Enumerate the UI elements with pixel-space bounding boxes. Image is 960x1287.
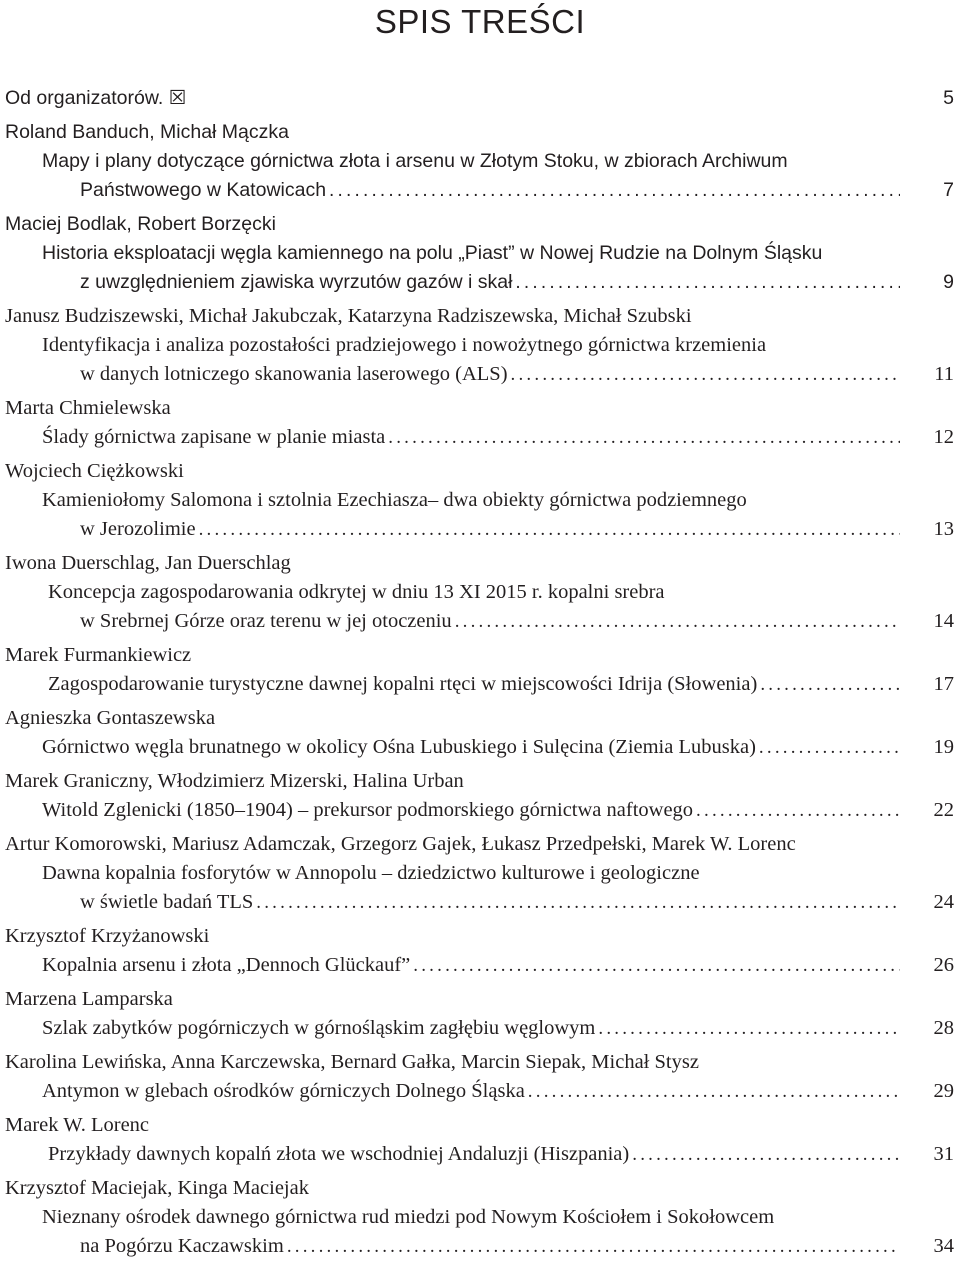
entry-title: Górnictwo węgla brunatnego w okolicy Ośna Lubuskiego i Sulęcina (Ziemia Lubuska) <box>42 736 756 758</box>
entry-title-line <box>0 515 960 544</box>
page-number: 29 <box>933 1080 954 1102</box>
entry-authors: Iwona Duerschlag, Jan Duerschlag <box>5 552 291 574</box>
entry-authors: Od organizatorów. ☒ <box>5 87 187 109</box>
entry-title: Witold Zglenicki (1850–1904) – prekursor podmorskiego górnictwa naftowego <box>42 799 694 821</box>
entry-title: z uwzględnieniem zjawiska wyrzutów gazów i skał <box>80 271 513 293</box>
leader-dots <box>598 1014 900 1043</box>
entry-title: Koncepcja zagospodarowania odkrytej w dniu 13 XI 2015 r. kopalni srebra <box>48 581 665 603</box>
page-title: SPIS TREŚCI <box>374 3 586 40</box>
entry-title: Mapy i plany dotyczące górnictwa złota i arsenu w Złotym Stoku, w zbiorach Archiwum <box>42 150 788 172</box>
leader-dots <box>632 1140 900 1169</box>
toc-entry[interactable] <box>0 302 960 389</box>
entry-authors: Agnieszka Gontaszewska <box>5 707 216 729</box>
entry-title: Historia eksploatacji węgla kamiennego na polu „Piast” w Nowej Rudzie na Dolnym Śląsku <box>42 242 823 264</box>
entry-authors: Roland Banduch, Michał Mączka <box>5 121 289 143</box>
entry-authors: Marzena Lamparska <box>5 988 173 1010</box>
entry-title-line <box>0 423 960 452</box>
entry-authors: Marta Chmielewska <box>5 397 171 419</box>
entry-title-line <box>0 951 960 980</box>
entry-title-line <box>0 578 960 607</box>
entry-title-line <box>0 888 960 917</box>
entry-authors: Karolina Lewińska, Anna Karczewska, Bernard Gałka, Marcin Siepak, Michał Stysz <box>5 1051 699 1073</box>
page-number: 28 <box>933 1017 954 1039</box>
toc-entry[interactable] <box>0 84 960 113</box>
leader-dots <box>760 670 900 699</box>
leader-dots <box>515 268 900 297</box>
entry-title-line <box>0 331 960 360</box>
table-of-contents <box>0 84 960 1266</box>
leader-dots <box>696 796 900 825</box>
page-number: 26 <box>933 954 954 976</box>
page-number: 9 <box>943 271 954 293</box>
page-number: 34 <box>933 1235 954 1257</box>
entry-title: Antymon w glebach ośrodków górniczych Dolnego Śląska <box>42 1080 525 1102</box>
toc-entry[interactable] <box>0 922 960 980</box>
entry-title: Ślady górnictwa zapisane w planie miasta <box>42 426 386 448</box>
entry-title: Nieznany ośrodek dawnego górnictwa rud miedzi pod Nowym Kościołem i Sokołowcem <box>42 1206 775 1228</box>
toc-entry[interactable] <box>0 210 960 297</box>
entry-title: Państwowego w Katowicach <box>80 179 327 201</box>
toc-entry-authors <box>0 84 960 113</box>
toc-entry[interactable] <box>0 704 960 762</box>
page-number: 22 <box>933 799 954 821</box>
entry-title: Zagospodarowanie turystyczne dawnej kopalni rtęci w miejscowości Idrija (Słowenia) <box>48 673 758 695</box>
leader-dots <box>388 423 900 452</box>
entry-title-line <box>0 486 960 515</box>
entry-authors: Krzysztof Krzyżanowski <box>5 925 210 947</box>
toc-entry[interactable] <box>0 1111 960 1169</box>
entry-authors: Marek Furmankiewicz <box>5 644 192 666</box>
toc-entry[interactable] <box>0 1174 960 1261</box>
toc-entry[interactable] <box>0 118 960 205</box>
page-number: 24 <box>933 891 954 913</box>
leader-dots <box>455 607 900 636</box>
entry-title: na Pogórzu Kaczawskim <box>80 1235 284 1257</box>
leader-dots <box>759 733 900 762</box>
toc-entry[interactable] <box>0 1048 960 1106</box>
entry-title-line <box>0 239 960 268</box>
toc-entry[interactable] <box>0 830 960 917</box>
entry-title-line <box>0 176 960 205</box>
entry-title-line <box>0 268 960 297</box>
entry-title: Przykłady dawnych kopalń złota we wschodniej Andaluzji (Hiszpania) <box>48 1143 630 1165</box>
entry-title-line <box>0 859 960 888</box>
entry-authors: Janusz Budziszewski, Michał Jakubczak, Katarzyna Radziszewska, Michał Szubski <box>5 305 692 327</box>
entry-authors: Maciej Bodlak, Robert Borzęcki <box>5 213 276 235</box>
entry-title: Szlak zabytków pogórniczych w górnośląskim zagłębiu węglowym <box>42 1017 596 1039</box>
entry-title-line <box>0 670 960 699</box>
toc-entry[interactable] <box>0 767 960 825</box>
page-number: 12 <box>933 426 954 448</box>
entry-authors: Krzysztof Maciejak, Kinga Maciejak <box>5 1177 309 1199</box>
entry-authors: Marek Graniczny, Włodzimierz Mizerski, Halina Urban <box>5 770 464 792</box>
leader-dots <box>199 515 900 544</box>
page-number: 11 <box>934 363 954 385</box>
entry-title: Dawna kopalnia fosforytów w Annopolu – dziedzictwo kulturowe i geologiczne <box>42 862 700 884</box>
entry-title: Kopalnia arsenu i złota „Dennoch Glückauf” <box>42 954 411 976</box>
entry-title-line <box>0 1232 960 1261</box>
leader-dots <box>528 1077 900 1106</box>
page-number: 7 <box>943 179 954 201</box>
entry-title: w Srebrnej Górze oraz terenu w jej otoczeniu <box>80 610 452 632</box>
toc-entry[interactable] <box>0 549 960 636</box>
entry-title-line <box>0 1077 960 1106</box>
entry-title-line <box>0 1014 960 1043</box>
entry-title: Kamieniołomy Salomona i sztolnia Ezechiasza– dwa obiekty górnictwa podziemnego <box>42 489 747 511</box>
entry-title-line <box>0 1140 960 1169</box>
toc-entry[interactable] <box>0 985 960 1043</box>
page-number: 13 <box>933 518 954 540</box>
entry-title-line <box>0 360 960 389</box>
page-number: 14 <box>933 610 954 632</box>
entry-title-line <box>0 733 960 762</box>
toc-entry[interactable] <box>0 394 960 452</box>
entry-authors: Marek W. Lorenc <box>5 1114 150 1136</box>
entry-title: w Jerozolimie <box>80 518 196 540</box>
entry-authors: Artur Komorowski, Mariusz Adamczak, Grzegorz Gajek, Łukasz Przedpełski, Marek W. Lorenc <box>5 833 796 855</box>
entry-title: w danych lotniczego skanowania laserowego (ALS) <box>80 363 508 385</box>
page-number: 19 <box>933 736 954 758</box>
leader-dots <box>511 360 900 389</box>
leader-dots <box>413 951 900 980</box>
leader-dots <box>256 888 900 917</box>
page-number: 31 <box>933 1143 954 1165</box>
leader-dots <box>329 176 900 205</box>
entry-title-line <box>0 796 960 825</box>
page-number: 5 <box>943 87 954 109</box>
leader-dots <box>287 1232 900 1261</box>
entry-title-line <box>0 1203 960 1232</box>
toc-entry[interactable] <box>0 457 960 544</box>
entry-title-line <box>0 147 960 176</box>
entry-title: Identyfikacja i analiza pozostałości pradziejowego i nowożytnego górnictwa krzemienia <box>42 334 767 356</box>
entry-authors: Wojciech Ciężkowski <box>5 460 184 482</box>
toc-entry[interactable] <box>0 641 960 699</box>
page-number: 17 <box>933 673 954 695</box>
entry-title-line <box>0 607 960 636</box>
entry-title: w świetle badań TLS <box>80 891 254 913</box>
